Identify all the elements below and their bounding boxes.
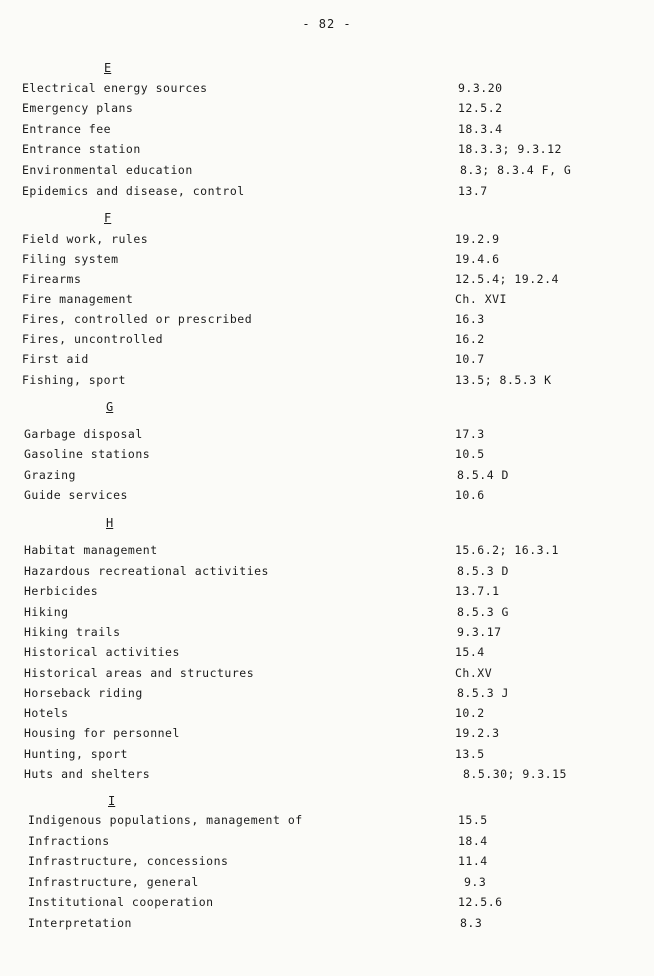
index-reference: 10.6 [455, 488, 485, 502]
index-reference: 13.7.1 [455, 584, 500, 598]
index-reference: 8.5.4 D [457, 468, 509, 482]
index-term: Fire management [22, 292, 134, 306]
index-reference: 12.5.6 [458, 895, 503, 909]
index-reference: 9.3.20 [458, 81, 503, 95]
index-reference: 18.3.4 [458, 122, 503, 136]
index-reference: Ch.XV [455, 666, 493, 680]
index-term: Huts and shelters [24, 767, 151, 781]
index-term: Hiking trails [24, 625, 121, 639]
index-reference: 8.5.3 J [457, 686, 509, 700]
index-term: Indigenous populations, management of [28, 813, 303, 827]
index-reference: 8.3; 8.3.4 F, G [460, 163, 572, 177]
index-term: Filing system [22, 252, 119, 266]
index-reference: 15.6.2; 16.3.1 [455, 543, 559, 557]
page-number: - 82 - [302, 17, 352, 31]
index-term: Hotels [24, 706, 69, 720]
index-term: Infrastructure, general [28, 875, 199, 889]
index-term: Historical areas and structures [24, 666, 255, 680]
index-reference: 16.3 [455, 312, 485, 326]
index-term: Herbicides [24, 584, 99, 598]
index-term: Emergency plans [22, 101, 134, 115]
index-term: Guide services [24, 488, 128, 502]
index-term: Gasoline stations [24, 447, 151, 461]
index-term: Fires, controlled or prescribed [22, 312, 253, 326]
index-term: Garbage disposal [24, 427, 143, 441]
index-term: Habitat management [24, 543, 158, 557]
section-letter: G [106, 400, 114, 414]
index-reference: 9.3.17 [457, 625, 502, 639]
index-term: Infrastructure, concessions [28, 854, 229, 868]
section-letter: F [104, 211, 112, 225]
index-term: Housing for personnel [24, 726, 180, 740]
index-reference: 8.5.30; 9.3.15 [463, 767, 567, 781]
index-term: Hunting, sport [24, 747, 128, 761]
index-term: Grazing [24, 468, 76, 482]
index-term: Environmental education [22, 163, 193, 177]
index-reference: 9.3 [464, 875, 487, 889]
index-term: Electrical energy sources [22, 81, 208, 95]
index-term: Institutional cooperation [28, 895, 214, 909]
index-term: Fishing, sport [22, 373, 126, 387]
index-term: Epidemics and disease, control [22, 184, 245, 198]
index-reference: 17.3 [455, 427, 485, 441]
index-reference: 15.5 [458, 813, 488, 827]
index-reference: 11.4 [458, 854, 488, 868]
index-reference: 8.3 [460, 916, 483, 930]
index-reference: 12.5.4; 19.2.4 [455, 272, 559, 286]
section-letter: E [104, 61, 112, 75]
index-term: Entrance fee [22, 122, 112, 136]
index-term: Hiking [24, 605, 69, 619]
index-reference: 12.5.2 [458, 101, 503, 115]
index-reference: 8.5.3 G [457, 605, 509, 619]
index-reference: 8.5.3 D [457, 564, 509, 578]
index-reference: 13.5 [455, 747, 485, 761]
index-reference: 13.5; 8.5.3 K [455, 373, 552, 387]
index-term: Firearms [22, 272, 82, 286]
index-term: Infractions [28, 834, 110, 848]
index-reference: 15.4 [455, 645, 485, 659]
index-reference: 16.2 [455, 332, 485, 346]
index-reference: 18.3.3; 9.3.12 [458, 142, 562, 156]
index-term: Historical activities [24, 645, 180, 659]
index-term: Horseback riding [24, 686, 143, 700]
index-reference: Ch. XVI [455, 292, 507, 306]
index-reference: 13.7 [458, 184, 488, 198]
index-term: First aid [22, 352, 89, 366]
index-reference: 19.2.3 [455, 726, 500, 740]
index-reference: 10.5 [455, 447, 485, 461]
section-letter: H [106, 516, 114, 530]
index-reference: 10.7 [455, 352, 485, 366]
section-letter: I [108, 794, 116, 808]
index-term: Fires, uncontrolled [22, 332, 164, 346]
index-term: Field work, rules [22, 232, 149, 246]
index-reference: 10.2 [455, 706, 485, 720]
index-reference: 19.2.9 [455, 232, 500, 246]
index-reference: 19.4.6 [455, 252, 500, 266]
index-term: Hazardous recreational activities [24, 564, 269, 578]
index-term: Entrance station [22, 142, 141, 156]
index-term: Interpretation [28, 916, 132, 930]
index-reference: 18.4 [458, 834, 488, 848]
